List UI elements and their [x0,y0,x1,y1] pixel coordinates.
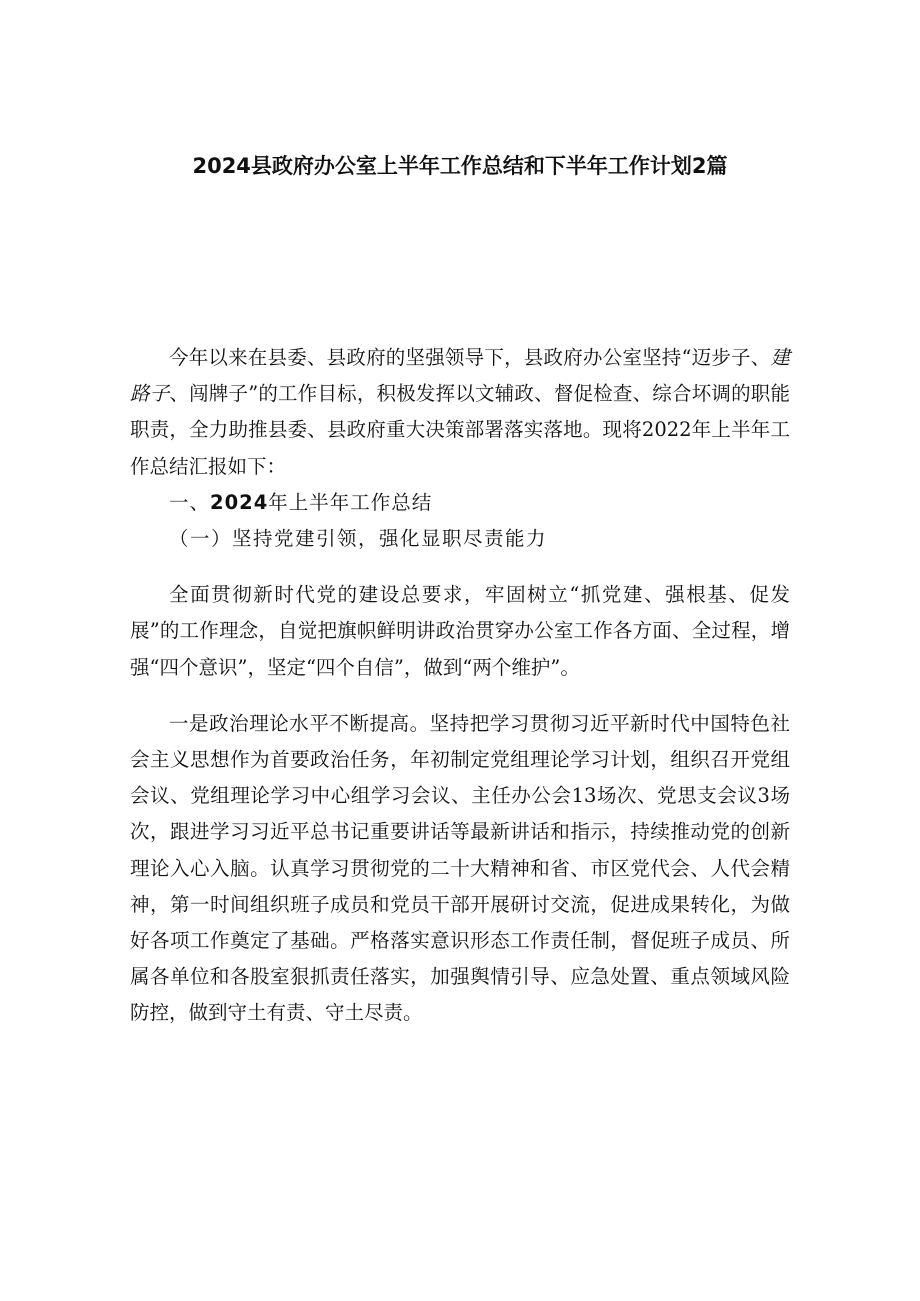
body-paragraph-1: 全面贯彻新时代党的建设总要求，牢固树立“抓党建、强根基、促发展”的工作理念，自觉把旗帜鲜明讲政治贯穿办公室工作各方面、全过程，增强“四个意识”，坚定“四个自信”，做到“两个维护”。 [130,583,790,679]
intro-text-part2: 、闯牌子”的工作目标，积极发挥以文辅政、督促检查、综合坏调的职能职责，全力助推县委、县政府重大决策部署落实落地。现将2022年上半年工作总结汇报如下： [130,382,790,478]
section-heading-1 [130,485,790,521]
section-heading-rest: 年上半年工作总结 [268,490,433,514]
intro-text-part1: 今年以来在县委、县政府的坚强领导下，县政府办公室坚持“迈步子、 [169,346,771,369]
subsection-heading-1: （一）坚持党建引领，强化显职尽责能力 [169,527,548,551]
body-paragraph-2: 一是政治理论水平不断提高。坚持把学习贯彻习近平新时代中国特色社会主义思想作为首要政治任务，年初制定党组理论学习计划，组织召开党组会议、党组理论学习中心组学习会议、主任办公会13场次、党思支会议3场次，跟进学习习近平总书记重要讲话等最新讲话和指示，持续推动党的创新理论入心入脑。认真学习贯彻党的二十大精神和省、市区党代会、人代会精神，第一时间组织班子成员和党员干部开展研讨交流，促进成果转化，为做好各项工作奠定了基础。严格落实意识形态工作责任制，督促班子成员、所属各单位和各股室狠抓责任落实，加强舆情引导、应急处置、重点领域风险防控，做到守土有责、守土尽责。 [130,711,790,1025]
section-heading-prefix: 一、 [169,490,211,514]
section-heading-year: 2024 [210,490,269,514]
intro-emphasis: 建路子 [130,346,790,406]
intro-paragraph [130,340,790,485]
document-body [130,340,790,1032]
document-title: 2024县政府办公室上半年工作总结和下半年工作计划2篇 [192,154,728,178]
